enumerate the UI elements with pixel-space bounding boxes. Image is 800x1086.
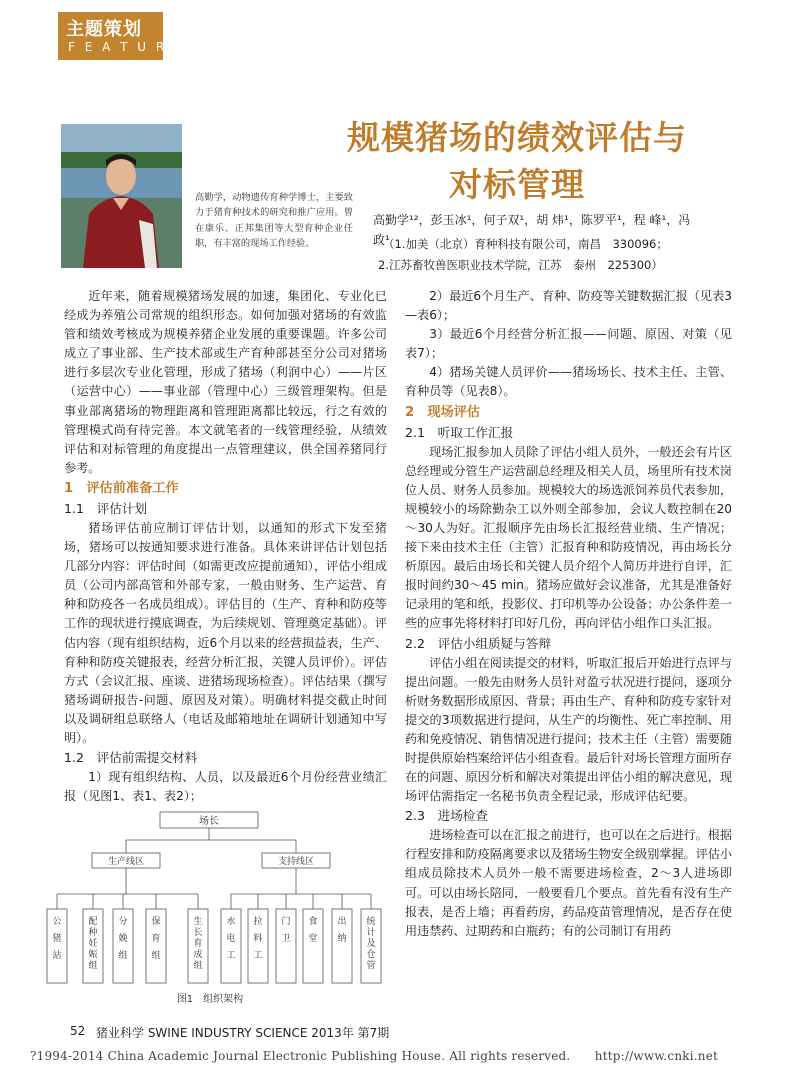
paragraph: 1）现有组织结构、人员，以及最近6个月份经营业绩汇报（见图1、表1、表2）；: [64, 770, 387, 804]
title-line-2: 对标管理: [449, 165, 585, 204]
copyright-line: ?1994-2014 China Academic Journal Electronic Publishing House. All rights reserved. http://www.cnki.net: [30, 1049, 719, 1063]
paragraph: 4）猪场关键人员评价——猪场场长、技术主任、主管、育种员等（见表8）。: [405, 365, 732, 399]
org-unit-label: 生长育成组: [193, 917, 203, 971]
paragraph: 近年来，随着规模猪场发展的加速，集团化、专业化已经成为养殖公司常规的组织形态。如何加强对猪场的有效监管和绩效考核成为规模养猪企业发展的重要课题。许多公司成立了事业部、生产技术部或生产育种部甚至分公司对猪场进行多层次专业化管理，形成了猪场（利润中心）——片区（运营中心）——事业部（管理中心）三级管理架构。但是事业部离猪场的物理距离和管理距离都比较远，行之有效的管理模式尚有待完善。本文就笔者的一线管理经验，从绩效评估和对标管理的角度提出一点管理建议，供全国养猪同行参考。: [64, 289, 387, 475]
subsection-heading: 1.2 评估前需提交材料: [64, 750, 198, 766]
paragraph: 现场汇报参加人员除了评估小组人员外，一般还会有片区总经理或分管生产运营副总经理及相关人员，场里所有技术岗位人员、财务人员参加。规模较大的场选派饲养员代表参加，规模较小的场除勤杂工以外则全部参加，会议人数控制在20～30人为好。汇报顺序先由场长汇报经营业绩、生产情况；接下来由技术主任（主管）汇报育种和防疫情况，再由场长分析原因。最后由场长和关键人员介绍个人简历并进行自评，汇报时间约30～45 min。猪场应做好会议准备，尤其是准备好记录用的笔和纸，投影仪、打印机等办公设备；办公条件差一些的应事先将材料打印好几份，再向评估小组作口头汇报。: [405, 444, 732, 631]
section-heading: 2 现场评估: [405, 404, 481, 420]
paragraph: 评估小组在阅读提交的材料，听取汇报后开始进行点评与提出问题。一般先由财务人员针对盈亏状况进行提问，逐项分析财务数据形成原因、背景；再由生产、育种和防疫专家针对提交的3项数据进行提问，从生产的均衡性、死亡率控制、用药和免疫情况、销售情况进行提问；技术主任（主管）需要随时提供原始档案给评估小组查看。最后针对场长管理方面所存在的问题、原因分析和解决对策提出评估小组的解决意见，现场评估需指定一名秘书负责全程记录，形成评估纪要。: [405, 655, 732, 804]
paragraph: 猪场评估前应制订评估计划，以通知的形式下发至猪场，猪场可以按通知要求进行准备。具体来讲评估计划包括几部分内容：评估时间（如需更改应提前通知），评估小组成员（公司内部高管和外部专家，一般由财务、生产运营、育种和防疫各一名成员组成）。评估目的（生产、育种和防疫等工作的现状进行摸底调查，为后续规划、管理奠定基础）。评估内容（现有组织结构，近6个月以来的经营损益表，生产、育种和防疫关键报表，经营分析汇报，关键人员评价）。评估方式（会议汇报、座谈、进猪场现场检查）。评估结果（撰写猪场调研报告-问题、原因及对策）。明确材料提交截止时间以及调研组总联络人（电话及邮箱地址在调研计划通知中写明）。: [64, 520, 387, 745]
author-list: 高勤学¹²，彭玉冰¹，何子双¹，胡 炜¹，陈罗平¹，程 峰¹，冯 政¹: [373, 213, 691, 247]
org-zone-label: 支持线区: [277, 857, 315, 867]
paragraph: 进场检查可以在汇报之前进行，也可以在之后进行。根据行程安排和防疫隔离要求以及猪场生物安全级别掌握。评估小组成员除技术人员外一般不需要进场检查，2～3人进场即可。可以由场长陪同，一般要看几个要点。首先看有没有生产报表，是否上墙；再看药房，药品疫苗管理情况，是否存在使用违禁药、过期药和白瓶药；有的公司制订有用药: [405, 828, 732, 938]
org-unit-label: 出纳: [337, 917, 347, 944]
org-unit-label: 水电工: [226, 917, 236, 961]
org-unit-label: 配种妊娠组: [88, 917, 98, 971]
author-bio: 高勤学，动物遗传育种学博士，主要致力于猪育种技术的研究和推广应用。曾在康乐、正邦集团等大型育种企业任职，有丰富的现场工作经验。: [195, 192, 353, 249]
org-unit-label: 保育组: [151, 917, 161, 961]
subsection-heading: 2.2 评估小组质疑与答辩: [405, 635, 551, 651]
subsection-heading: 2.3 进场检查: [405, 808, 488, 824]
affiliation-1: （1.加美（北京）育种科技有限公司，南昌 330096；: [383, 237, 668, 251]
paragraph: 2）最近6个月生产、育种、防疫等关键数据汇报（见表3—表6）；: [405, 289, 732, 323]
right-column: [405, 287, 732, 941]
org-chart: [28, 804, 392, 1012]
subsection-heading: 2.1 听取工作汇报: [405, 424, 514, 440]
paragraph: 3）最近6个月经营分析汇报——问题、原因、对策（见表7）；: [405, 327, 732, 361]
org-zone-label: 生产线区: [107, 857, 145, 867]
org-unit-label: 分娩组: [118, 917, 128, 961]
article-title: [312, 114, 722, 208]
page-number: 52: [70, 1024, 86, 1038]
subsection-heading: 1.1 评估计划: [64, 500, 147, 516]
org-unit-label: 统计及仓管: [366, 917, 376, 971]
org-unit-label: 门卫: [281, 917, 291, 944]
figure-caption: 图1 组织架构: [176, 994, 244, 1005]
org-unit-label: 拉料工: [253, 917, 263, 961]
section-heading: 1 评估前准备工作: [64, 480, 179, 496]
section-title: 主题策划: [66, 19, 142, 40]
section-subtitle: F E A T U R E: [68, 40, 185, 54]
author-photo: [61, 124, 182, 268]
title-line-1: 规模猪场的绩效评估与: [347, 118, 687, 157]
journal-name: 猪业科学 SWINE INDUSTRY SCIENCE 2013年 第7期: [96, 1026, 390, 1040]
org-chart-figure: [28, 804, 392, 1012]
org-unit-label: 食堂: [308, 917, 318, 944]
org-unit-label: 公猪站: [52, 917, 62, 961]
org-root-label: 场长: [199, 816, 219, 827]
left-column: [64, 287, 387, 806]
affiliation-2: 2.江苏畜牧兽医职业技术学院，江苏 泰州 225300）: [378, 258, 663, 272]
